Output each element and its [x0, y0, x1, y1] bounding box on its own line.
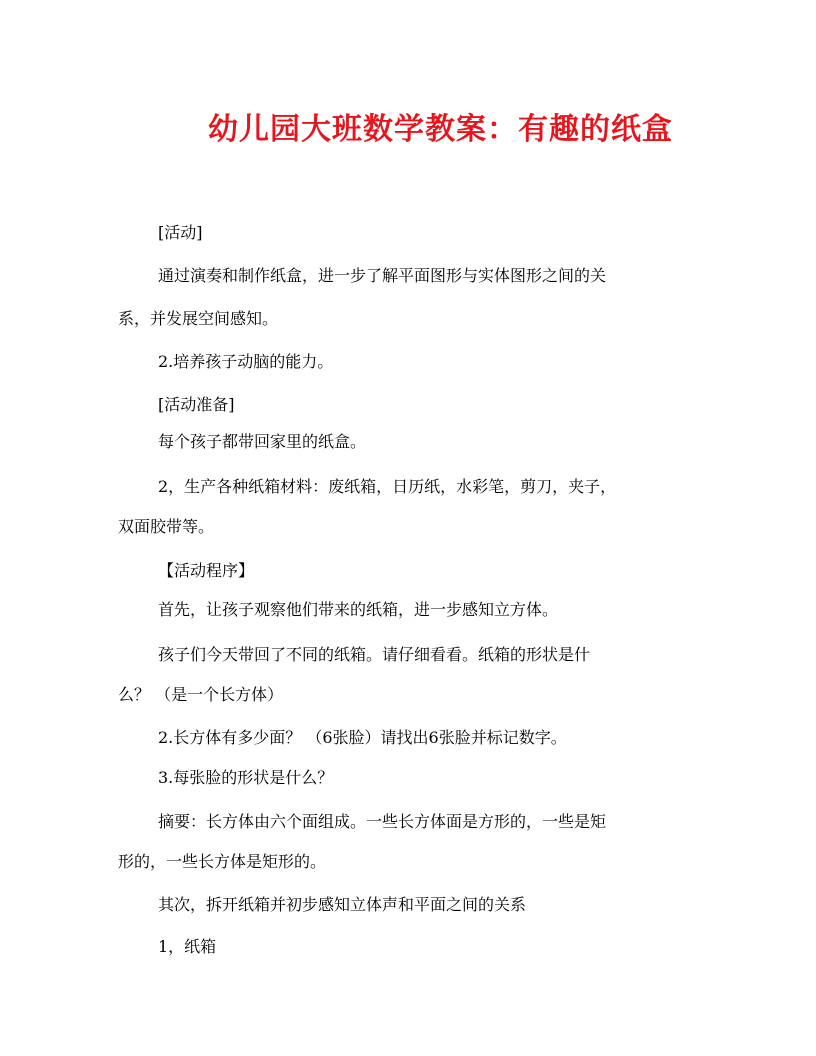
paragraph-line: 双面胶带等。 — [118, 517, 215, 536]
paragraph-line: 摘要：长方体由六个面组成。一些长方体面是方形的，一些是矩 — [158, 812, 607, 831]
paragraph-line: 2.长方体有多少面？ （6张脸）请找出6张脸并标记数字。 — [158, 728, 567, 747]
paragraph-line: 2，生产各种纸箱材料：废纸箱，日历纸，水彩笔，剪刀，夹子， — [158, 477, 617, 496]
paragraph-line: 其次，拆开纸箱并初步感知立体声和平面之间的关系 — [158, 895, 527, 914]
paragraph-line: [活动] — [158, 223, 203, 242]
paragraph-line: 孩子们今天带回了不同的纸箱。请仔细看看。纸箱的形状是什 — [158, 645, 591, 664]
document-title: 幼儿园大班数学教案：有趣的纸盒 — [208, 112, 673, 147]
paragraph-line: [活动准备] — [158, 395, 235, 414]
paragraph-line: 么？ （是一个长方体） — [118, 685, 284, 704]
paragraph-line: 【活动程序】 — [158, 561, 255, 580]
paragraph-line: 通过演奏和制作纸盒，进一步了解平面图形与实体图形之间的关 — [158, 266, 607, 285]
paragraph-line: 首先，让孩子观察他们带来的纸箱，进一步感知立方体。 — [158, 600, 559, 619]
paragraph-line: 2.培养孩子动脑的能力。 — [158, 352, 334, 371]
paragraph-line: 每个孩子都带回家里的纸盒。 — [158, 432, 367, 451]
paragraph-line: 3.每张脸的形状是什么？ — [158, 768, 334, 787]
paragraph-line: 1，纸箱 — [158, 937, 217, 956]
paragraph-line: 系，并发展空间感知。 — [118, 309, 279, 328]
paragraph-line: 形的，一些长方体是矩形的。 — [118, 852, 327, 871]
